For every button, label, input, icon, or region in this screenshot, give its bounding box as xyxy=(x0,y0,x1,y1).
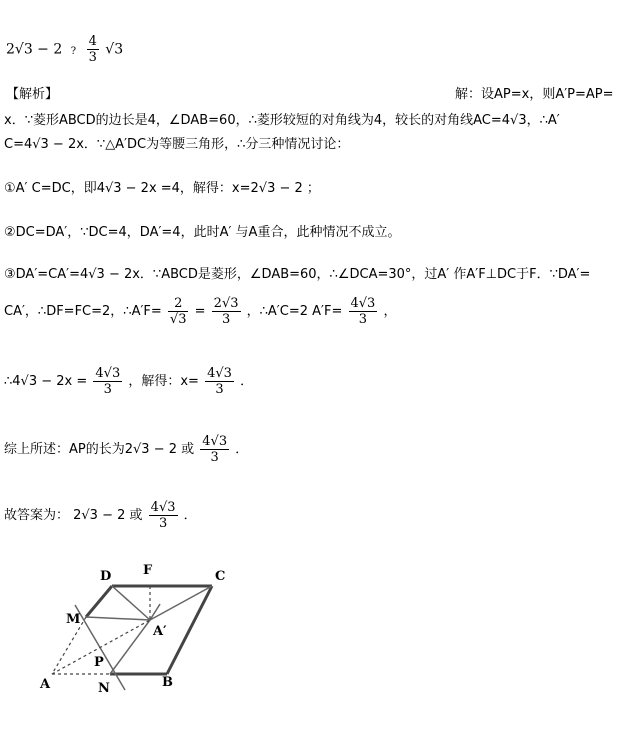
final-frac xyxy=(149,500,178,531)
summary-pre: 综上所述：AP的长为2√3 − 2 或 xyxy=(4,442,195,457)
case-3-line-a: ③DA′=CA′=4√3 − 2x．∵ABCD是菱形，∠DAB=60，∴∠DCA=30°，过A′ 作A′F⊥DC于F．∵DA′= xyxy=(4,267,591,282)
case3-frac-3-num: 4√3 xyxy=(350,296,376,311)
case-1: ①A′ C=DC，即4√3 − 2x =4，解得：x=2√3 − 2 ； xyxy=(4,181,320,196)
case3-frac-2-den: 3 xyxy=(221,312,231,327)
solve-frac xyxy=(93,366,122,397)
jie-text: 解：设AP=x，则A′P=AP= xyxy=(455,87,614,102)
case3-frac-1-den: √3 xyxy=(169,312,187,327)
solve-pre: ∴4√3 − 2x = xyxy=(4,374,88,389)
final-line xyxy=(4,500,197,531)
solve-frac-num: 4√3 xyxy=(95,366,121,381)
case-2: ②DC=DA′，∵DC=4，DA′=4，此时A′ 与A重合，此种情况不成立。 xyxy=(4,225,401,240)
solve-frac-result-num: 4√3 xyxy=(207,366,232,381)
answer-frac-den: 3 xyxy=(88,50,97,65)
analysis-line-3: C=4√3 − 2x．∵△A′DC为等腰三角形，∴分三种情况讨论： xyxy=(4,137,350,152)
label-a: A xyxy=(40,677,51,692)
label-a-prime: A′ xyxy=(153,624,167,639)
final-pre: 故答案为： 2√3 − 2 或 xyxy=(4,508,143,523)
answer-tail: √3 xyxy=(105,41,124,58)
solve-frac-result-den: 3 xyxy=(215,382,224,397)
answer-line xyxy=(6,34,123,65)
label-m: M xyxy=(66,612,81,627)
case3-frac-2-num: 2√3 xyxy=(213,296,239,311)
answer-mark: ? xyxy=(70,45,77,57)
answer-left: 2√3 − 2 xyxy=(6,41,63,58)
rhombus-outline xyxy=(86,586,212,674)
summary-frac xyxy=(200,434,229,465)
label-f: F xyxy=(143,563,153,578)
case-3-line-b xyxy=(4,296,396,327)
summary-line xyxy=(4,434,248,465)
case3-frac-1 xyxy=(168,296,189,327)
case3-frac-2 xyxy=(212,296,241,327)
analysis-line-2: x．∵菱形ABCD的边长是4，∠DAB=60，∴菱形较短的对角线为4，较长的对角线AC=4√3，∴A′ xyxy=(4,113,560,128)
label-c: C xyxy=(215,569,226,584)
jiexi-label: 【解析】 xyxy=(6,87,59,102)
label-p: P xyxy=(94,655,104,670)
line-m-aprime xyxy=(86,617,150,620)
solve-frac-result xyxy=(205,366,234,397)
case3-frac-3 xyxy=(349,296,378,327)
final-frac-den: 3 xyxy=(158,516,168,531)
solve-frac-den: 3 xyxy=(103,382,112,397)
case3-frac-3-den: 3 xyxy=(358,312,368,327)
answer-fraction xyxy=(87,34,99,65)
summary-frac-num: 4√3 xyxy=(202,434,228,449)
final-end: ． xyxy=(183,508,197,523)
solve-mid: ，解得：x= xyxy=(128,374,199,389)
summary-end: ． xyxy=(235,442,249,457)
answer-frac-num: 4 xyxy=(88,34,97,49)
label-b: B xyxy=(162,675,173,690)
case3-b-pre: CA′，∴DF=FC=2，∴A′F= xyxy=(4,304,162,319)
case3-b-mid: ，∴A′C=2 A′F= xyxy=(246,304,343,319)
label-n: N xyxy=(98,681,110,696)
case3-b-end: ， xyxy=(383,304,397,319)
label-d: D xyxy=(100,569,112,584)
line-aprime-n xyxy=(110,620,150,674)
edge-dm xyxy=(86,586,112,617)
edge-cb xyxy=(167,586,212,674)
final-frac-num: 4√3 xyxy=(150,500,176,515)
solve-line xyxy=(4,366,253,397)
summary-frac-den: 3 xyxy=(210,450,219,465)
line-d-aprime xyxy=(112,586,150,620)
case3-b-eq: = xyxy=(194,304,206,319)
solve-end: ． xyxy=(240,374,254,389)
rhombus-figure xyxy=(30,560,270,710)
case3-frac-1-num: 2 xyxy=(168,296,189,312)
